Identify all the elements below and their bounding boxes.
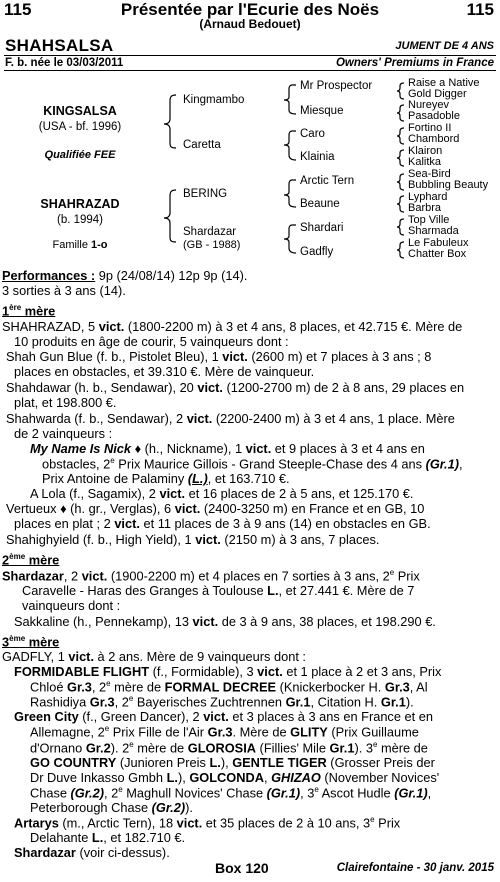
gen4-ancestor: Klairon	[408, 145, 443, 157]
produce-entry: Shahwarda (f. b., Sendawar), 2 vict. (2200-2400 m) à 3 et 4 ans, 1 place. Mère	[6, 411, 455, 426]
dam-record-cont: Caravelle - Haras des Granges à Toulouse L., et 27.441 €. Mère de 7	[22, 583, 415, 598]
produce-entry: Shardazar (voir ci-dessus).	[14, 845, 170, 860]
page-title: Présentée par l'Ecurie des Noës	[120, 0, 380, 19]
produce-entry: Green City (f., Green Dancer), 2 vict. et 3 places à 3 ans en France et en	[14, 709, 433, 724]
gen4-ancestor: Kalitka	[408, 156, 442, 168]
gen4-ancestor: Le Fabuleux	[408, 237, 469, 249]
dam-year: (b. 1994)	[56, 214, 104, 226]
gen3-ancestor: Miesque	[300, 105, 344, 117]
produce-entry: Sakkaline (h., Pennekamp), 13 vict. de 3 à 9 ans, 38 places, et 198.290 €.	[14, 614, 436, 629]
produce-entry-cont: Allemagne, 2e Prix Fille de l'Air Gr.3. Mère de GLITY (Prix Guillaume	[30, 724, 419, 740]
gen4-ancestor: Sea-Bird	[408, 168, 451, 180]
gen4-ancestor: Bubbling Beauty	[408, 179, 489, 191]
produce-entry: Artarys (m., Arctic Tern), 18 vict. et 35 places de 2 à 10 ans, 3e Prix	[14, 815, 401, 831]
gen4-ancestor: Chambord	[408, 133, 460, 145]
dam-sire: BERING	[183, 188, 228, 200]
produce-entry: Shahdawar (h. b., Sendawar), 20 vict. (1200-2700 m) de 2 à 8 ans, 29 places en	[6, 380, 465, 395]
section-heading-1st-dam: 1ère mère	[2, 303, 56, 319]
gen4-ancestor: Pasadoble	[408, 110, 460, 122]
produce-entry-cont: obstacles, 2e Prix Maurice Gillois - Grand Steeple-Chase des 4 ans (Gr.1),	[42, 456, 463, 472]
produce-entry-cont: GO COUNTRY (Junioren Preis L.), GENTLE TIGER (Grosser Preis der	[30, 755, 435, 770]
produce-entry-cont: d'Ornano Gr.2). 2e mère de GLOROSIA (Fillies' Mile Gr.1). 3e mère de	[30, 740, 428, 756]
sire-name: KINGSALSA	[43, 104, 117, 118]
performances: Performances : 9p (24/08/14) 12p 9p (14).	[2, 268, 248, 283]
gen4-ancestor: Lyphard	[408, 191, 448, 203]
dam-record-cont: 10 produits en âge de courir, 5 vainqueurs dont :	[14, 334, 289, 349]
page-number-left: 115	[4, 0, 32, 19]
produce-entry-cont: Peterborough Chase (Gr.2)).	[30, 800, 193, 815]
consignor: (Arnaud Bedouet)	[199, 17, 301, 31]
produce-entry: A Lola (f., Sagamix), 2 vict. et 16 places de 2 à 5 ans, et 125.170 €.	[30, 486, 414, 501]
produce-entry-cont: places en obstacles, et 39.310 €. Mère de vainqueur.	[14, 364, 315, 379]
produce-entry-cont: places en plat ; 2 vict. et 11 places de 3 à 9 ans (14) en obstacles en GB.	[14, 516, 431, 531]
page-number-right: 115	[466, 0, 494, 19]
dam-name: SHAHRAZAD	[40, 197, 120, 211]
sale-info: Clairefontaine - 30 janv. 2015	[336, 862, 494, 874]
gen3-ancestor: Caro	[300, 128, 325, 140]
produce-entry-cont: Prix Antoine de Palaminy (L.), et 163.710 €.	[42, 471, 290, 486]
produce-entry: Shahighyield (f. b., High Yield), 1 vict. (2150 m) à 3 ans, 7 places.	[6, 532, 380, 547]
dam-record: SHAHRAZAD, 5 vict. (1800-2200 m) à 3 et 4 ans, 8 places, et 42.715 €. Mère de	[2, 319, 463, 334]
produce-entry-cont: de 2 vainqueurs :	[14, 426, 113, 441]
dam-record: Shardazar, 2 vict. (1900-2200 m) et 4 places en 7 sorties à 3 ans, 2e Prix	[2, 568, 420, 584]
gen4-ancestor: Top Ville	[408, 214, 450, 226]
gen3-ancestor: Shardari	[300, 222, 344, 234]
sire-note: Qualifiée FEE	[44, 149, 116, 161]
produce-entry: My Name Is Nick ♦ (h., Nickname), 1 vict. et 9 places à 3 et 4 ans en	[30, 441, 425, 456]
sire-sire: Kingmambo	[183, 94, 245, 106]
dam-dam: Shardazar	[183, 226, 237, 238]
produce-entry: Shah Gun Blue (f. b., Pistolet Bleu), 1 vict. (2600 m) et 7 places à 3 ans ; 8	[6, 349, 432, 364]
horse-birth: F. b. née le 03/03/2011	[5, 57, 124, 69]
performances-summary: 3 sorties à 3 ans (14).	[2, 283, 126, 298]
owners-premiums: Owners' Premiums in France	[335, 57, 494, 69]
dam-record: GADFLY, 1 vict. à 2 ans. Mère de 9 vainqueurs dont :	[2, 649, 306, 664]
gen3-ancestor: Arctic Tern	[300, 175, 355, 187]
produce-entry-cont: Chloé Gr.3, 2e mère de FORMAL DECREE (Knickerbocker H. Gr.3, Al	[30, 679, 428, 695]
dam-dam-origin: (GB - 1988)	[183, 239, 241, 251]
gen3-ancestor: Mr Prospector	[300, 80, 373, 92]
gen3-ancestor: Klainia	[300, 151, 335, 163]
gen4-ancestor: Gold Digger	[408, 88, 467, 100]
produce-entry-cont: Delahante L., et 182.710 €.	[30, 830, 186, 845]
gen4-ancestor: Nureyev	[408, 99, 449, 111]
gen3-ancestor: Beaune	[300, 198, 340, 210]
box-number: Box 120	[215, 860, 269, 876]
gen4-ancestor: Chatter Box	[408, 248, 467, 260]
produce-entry-cont: Chase (Gr.2), 2e Maghull Novices' Chase (Gr.1), 3e Ascot Hudle (Gr.1),	[30, 785, 432, 801]
sire-dam: Caretta	[183, 139, 221, 151]
sire-origin: (USA - bf. 1996)	[38, 121, 122, 133]
gen3-ancestor: Gadfly	[300, 246, 334, 258]
section-heading-3rd-dam: 3ème mère	[2, 634, 60, 650]
horse-name: SHAHSALSA	[5, 36, 114, 55]
section-heading-2nd-dam: 2ème mère	[2, 552, 60, 568]
horse-sex-age: JUMENT DE 4 ANS	[395, 40, 494, 52]
produce-entry-cont: Rashidiya Gr.3, 2e Bayerisches Zuchtrennen Gr.1, Citation H. Gr.1).	[30, 694, 414, 710]
gen4-ancestor: Barbra	[408, 202, 442, 214]
produce-entry: Vertueux ♦ (h. gr., Verglas), 6 vict. (2400-3250 m) en France et en GB, 10	[6, 501, 425, 516]
gen4-ancestor: Sharmada	[408, 225, 459, 237]
dam-record-cont: vainqueurs dont :	[22, 598, 121, 613]
gen4-ancestor: Raise a Native	[408, 77, 480, 89]
produce-entry-cont: plat, et 198.800 €.	[14, 395, 117, 410]
gen4-ancestor: Fortino II	[408, 122, 452, 134]
produce-entry-cont: Dr Duve Inkasso Gmbh L.), GOLCONDA, GHIZAO (November Novices'	[30, 770, 440, 785]
produce-entry: FORMIDABLE FLIGHT (f., Formidable), 3 vict. et 1 place à 2 et 3 ans, Prix	[14, 664, 442, 679]
family: Famille 1-o	[52, 239, 108, 251]
